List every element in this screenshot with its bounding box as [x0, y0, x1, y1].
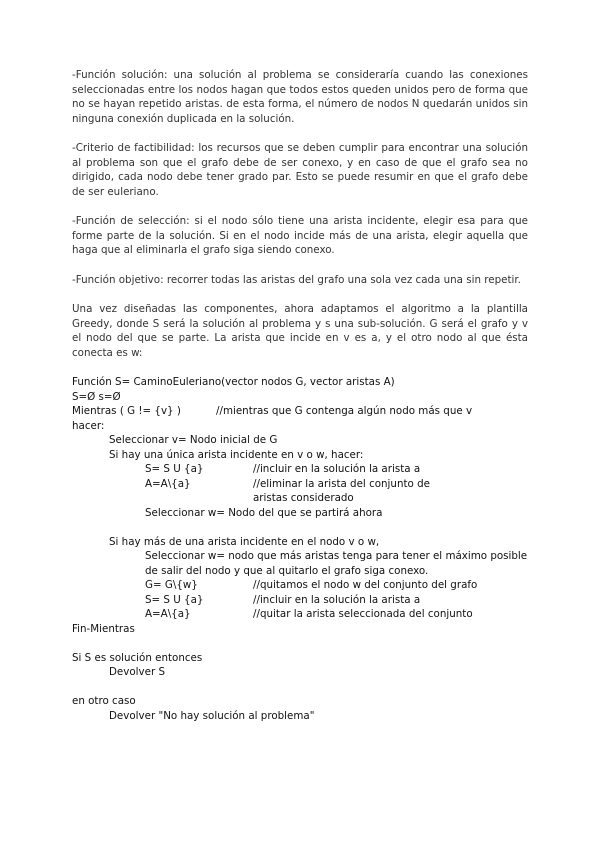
code-comment: //incluir en la solución la arista a: [253, 463, 421, 475]
paragraph-plantilla-greedy: Una vez diseñadas las componentes, ahora adaptamos el algoritmo a la plantilla Greedy, donde S será la solución al problema y s una sub-solución. G será el grafo y v el nodo del que se parte. La arista que incide en v es a, y el otro nodo al que ésta conecta es w:: [72, 303, 528, 359]
code-text: S= S U {a}: [145, 593, 204, 606]
code-line: [72, 578, 528, 593]
code-comment: //incluir en la solución la arista a: [253, 593, 421, 606]
pseudocode-block: [72, 375, 528, 723]
code-comment: //mientras que G contenga algún nodo más que v: [216, 405, 473, 417]
code-line: S=Ø s=Ø: [72, 390, 121, 403]
code-text: G= G\{w}: [145, 579, 198, 591]
code-line: Función S= CaminoEuleriano(vector nodos G, vector aristas A): [72, 376, 395, 388]
code-line: Devolver S: [109, 666, 165, 678]
code-line: Seleccionar w= Nodo del que se partirá ahora: [145, 506, 383, 519]
code-line: en otro caso: [72, 695, 136, 707]
code-line: Seleccionar w= nodo que más aristas tenga para tener el máximo posible de salir del nodo y que al quitarlo el grafo siga conexo.: [145, 550, 528, 577]
code-line: Si hay más de una arista incidente en el nodo v o w,: [109, 535, 380, 548]
document-page: [72, 68, 528, 723]
paragraph-funcion-objetivo: -Función objetivo: recorrer todas las aristas del grafo una sola vez cada una sin repetir.: [72, 273, 521, 286]
code-line: Si hay una única arista incidente en v o w, hacer:: [109, 448, 364, 461]
code-text: A=A\{a}: [145, 608, 191, 620]
code-line: [72, 477, 528, 506]
code-line: [72, 607, 528, 622]
code-text: A=A\{a}: [145, 477, 191, 490]
paragraph-funcion-seleccion: -Función de selección: si el nodo sólo tiene una arista incidente, elegir esa para que forme parte de la solución. Si en el nodo incide más de una arista, elegir aquella que haga que al eliminarla el grafo siga siendo conexo.: [72, 215, 528, 256]
code-comment: //quitar la arista seleccionada del conjunto: [253, 608, 473, 620]
code-line: Fin-Mientras: [72, 622, 135, 635]
code-line: hacer:: [72, 419, 105, 432]
code-line: [72, 462, 528, 477]
code-line: Si S es solución entonces: [72, 651, 203, 664]
code-text: S= S U {a}: [145, 463, 204, 475]
code-line: [72, 404, 528, 419]
code-line: Devolver "No hay solución al problema": [109, 709, 315, 722]
paragraph-criterio-factibilidad: -Criterio de factibilidad: los recursos que se deben cumplir para encontrar una solución al problema son que el grafo debe de ser conexo, y en caso de que el grafo sea no dirigido, cada nodo debe tener grado par. Esto se puede resumir en que el grafo debe de ser euleriano.: [72, 142, 528, 198]
code-line: [72, 593, 528, 608]
paragraph-funcion-solucion: -Función solución: una solución al problema se consideraría cuando las conexiones seleccionadas entre los nodos hagan que todos estos queden unidos pero de forma que no se hayan repetido aristas. de esta forma, el número de nodos N quedarán unidos sin ninguna conexión duplicada en la solución.: [72, 69, 528, 125]
code-line: Seleccionar v= Nodo inicial de G: [109, 434, 278, 446]
code-text: Mientras ( G != {v} ): [72, 405, 181, 417]
code-comment: //quitamos el nodo w del conjunto del grafo: [253, 579, 478, 591]
code-comment: //eliminar la arista del conjunto de aristas considerado: [253, 477, 430, 504]
